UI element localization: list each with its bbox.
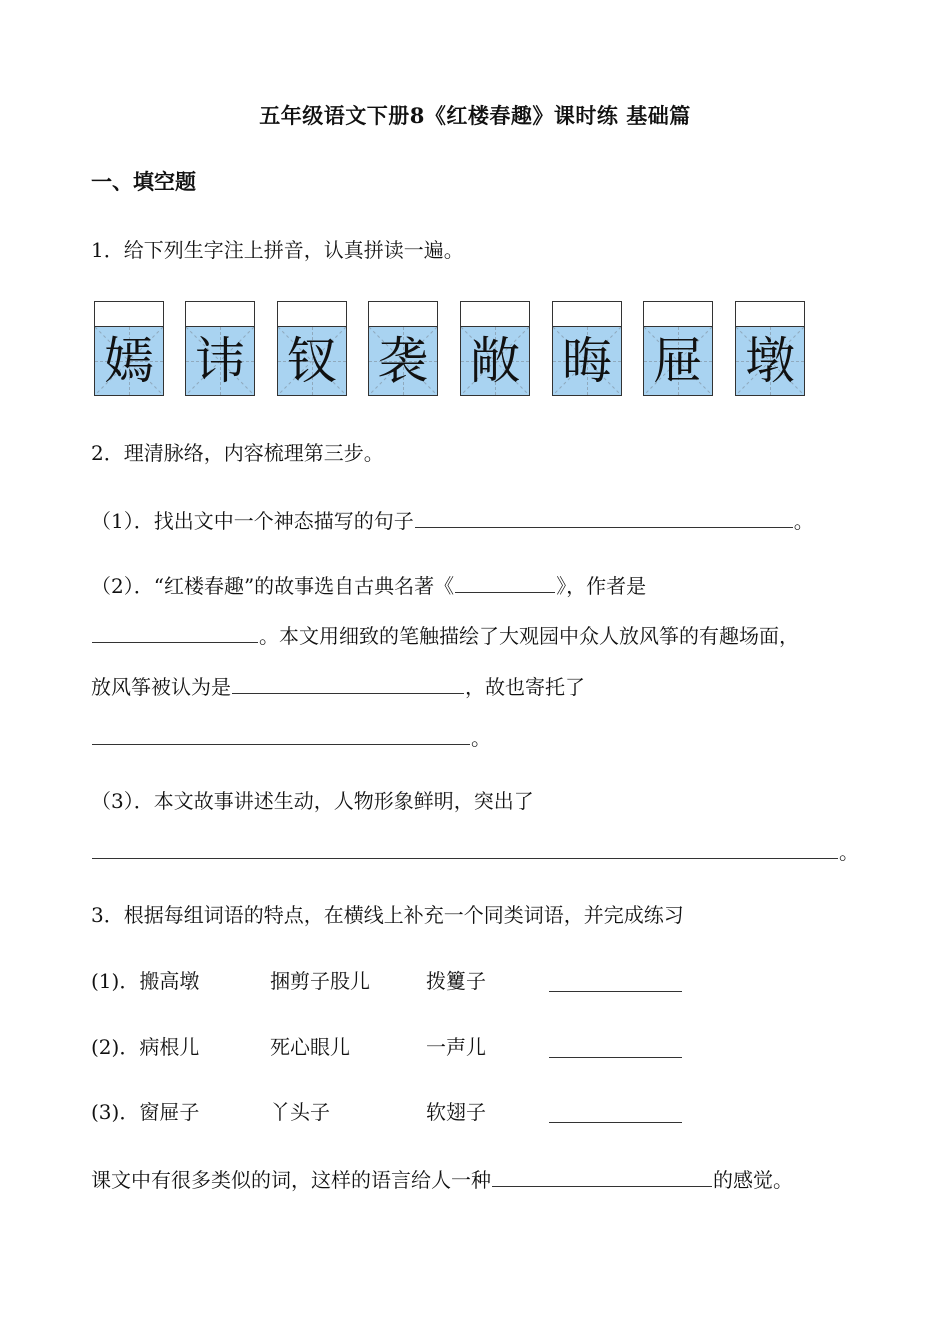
char-cell [185, 301, 255, 396]
word: 丫头子 [270, 1100, 330, 1124]
pinyin-input-box[interactable] [185, 301, 255, 327]
question-2-2-text: （2）．“红楼春趣”的故事选自古典名著《 [91, 574, 455, 598]
character: 讳 [195, 332, 245, 390]
pinyin-input-box[interactable] [735, 301, 805, 327]
question-2-2-text-line3: 放风筝被认为是 [91, 675, 231, 699]
char-cell [643, 301, 713, 396]
char-cell [368, 301, 438, 396]
question-2-2-line4 [91, 722, 491, 753]
word: 一声儿 [426, 1035, 486, 1059]
punctuation: 。 [471, 726, 491, 750]
question-3-final-suffix: 的感觉。 [713, 1168, 793, 1192]
word-group-label: (3)．窗屉子 [91, 1100, 200, 1124]
page-title: 五年级语文下册8《红楼春趣》课时练 基础篇 [259, 103, 691, 128]
tianzige-box [643, 326, 713, 396]
question-2-3-answer-line [91, 836, 859, 867]
punctuation: 。 [793, 509, 814, 533]
answer-blank[interactable] [415, 505, 793, 528]
word-group-label: (2)．病根儿 [91, 1035, 200, 1059]
tianzige-box [460, 326, 530, 396]
char-cell [735, 301, 805, 396]
answer-blank-author[interactable] [92, 620, 258, 643]
answer-blank[interactable] [92, 836, 838, 859]
word: 死心眼儿 [270, 1035, 350, 1059]
section-heading: 一、填空题 [91, 169, 196, 194]
word: 软翅子 [426, 1100, 486, 1124]
question-2-2-text-line2: 。本文用细致的笔触描绘了大观园中众人放风筝的有趣场面， [259, 624, 799, 648]
answer-blank[interactable] [549, 1032, 682, 1058]
char-cell [460, 301, 530, 396]
char-cell [94, 301, 164, 396]
pinyin-grid [94, 301, 814, 396]
pinyin-input-box[interactable] [643, 301, 713, 327]
question-2-text: 2．理清脉络，内容梳理第三步。 [91, 441, 384, 465]
character: 墩 [745, 332, 795, 390]
pinyin-input-box[interactable] [277, 301, 347, 327]
word: 拨籰子 [426, 969, 486, 993]
question-2-1 [91, 505, 814, 536]
tianzige-box [552, 326, 622, 396]
character: 屉 [653, 332, 703, 390]
answer-blank-book[interactable] [455, 570, 555, 593]
pinyin-input-box[interactable] [368, 301, 438, 327]
answer-blank[interactable] [549, 966, 682, 992]
word-group-label: (1)．搬高墩 [91, 969, 200, 993]
question-2-2-text-line3-cont: ，故也寄托了 [465, 675, 585, 699]
pinyin-input-box[interactable] [94, 301, 164, 327]
char-cell [552, 301, 622, 396]
question-2-3: （3）．本文故事讲述生动，人物形象鲜明，突出了 [91, 789, 534, 813]
pinyin-input-box[interactable] [552, 301, 622, 327]
character: 袭 [378, 332, 428, 390]
answer-blank[interactable] [492, 1164, 712, 1187]
tianzige-box [185, 326, 255, 396]
character: 钗 [287, 332, 337, 390]
question-2-2-line2 [91, 620, 799, 651]
word: 捆剪子股儿 [270, 969, 370, 993]
question-1-text: 1．给下列生字注上拼音，认真拼读一遍。 [91, 238, 464, 262]
question-3-text: 3．根据每组词语的特点，在横线上补充一个同类词语，并完成练习 [91, 903, 684, 927]
pinyin-input-box[interactable] [460, 301, 530, 327]
char-cell [277, 301, 347, 396]
answer-blank-meaning[interactable] [232, 671, 464, 694]
question-2-2-line3 [91, 671, 585, 702]
answer-blank[interactable] [549, 1097, 682, 1123]
tianzige-box [277, 326, 347, 396]
punctuation: 。 [839, 840, 859, 864]
tianzige-box [94, 326, 164, 396]
character: 晦 [562, 332, 612, 390]
character: 嫣 [104, 332, 154, 390]
question-2-2-text-cont: 》，作者是 [556, 574, 647, 598]
tianzige-box [735, 326, 805, 396]
question-2-1-text: （1）．找出文中一个神态描写的句子 [91, 509, 414, 533]
character: 敞 [470, 332, 520, 390]
question-2-2-line1 [91, 570, 646, 601]
tianzige-box [368, 326, 438, 396]
question-3-final-text: 课文中有很多类似的词，这样的语言给人一种 [91, 1168, 491, 1192]
answer-blank-sentiment[interactable] [92, 722, 470, 745]
question-3-final [91, 1164, 793, 1195]
